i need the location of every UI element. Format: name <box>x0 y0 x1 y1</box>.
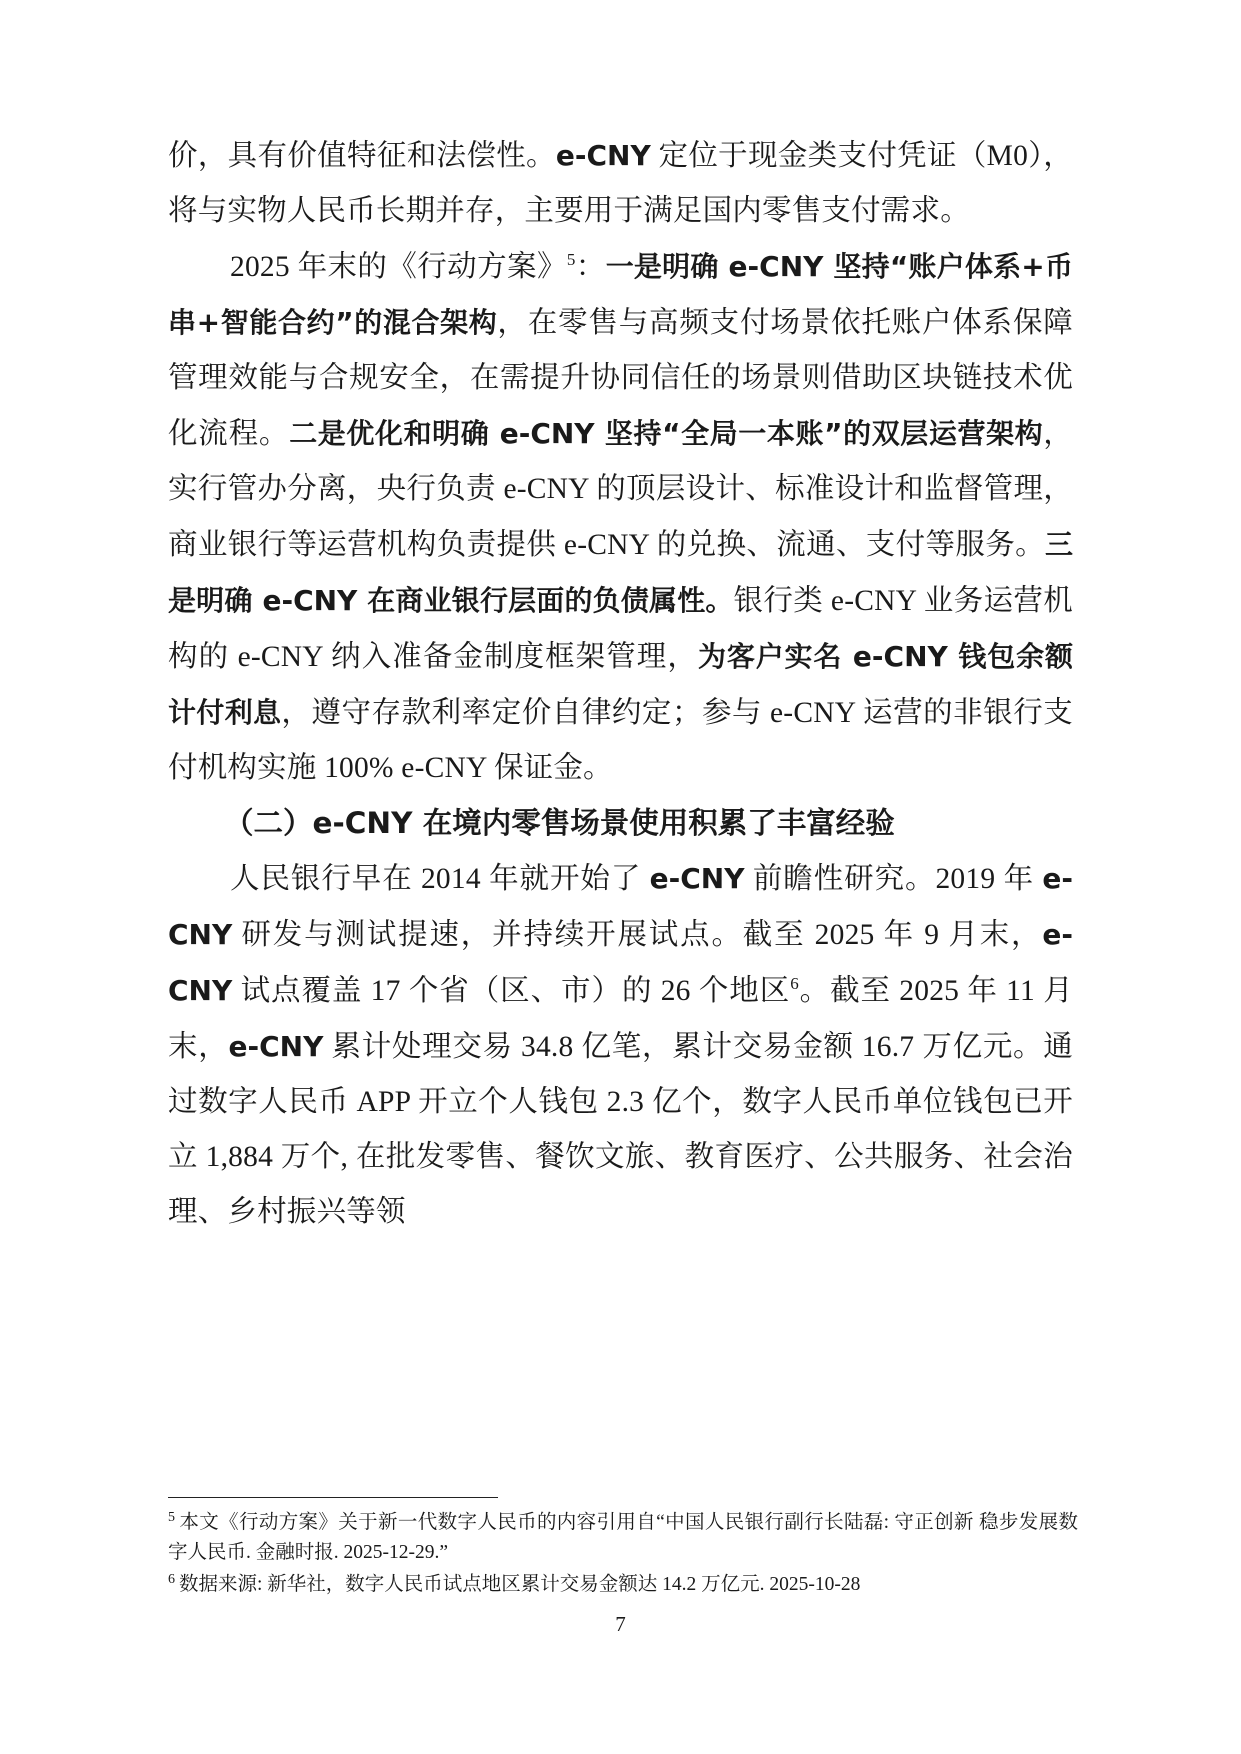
footnote-marker: 5 <box>168 1509 175 1525</box>
footnote-6 <box>168 1570 1078 1600</box>
footnote-ref: 5 <box>566 250 576 270</box>
text-run: e-CNY <box>228 1030 324 1063</box>
text-run: ： <box>575 251 606 283</box>
text-run: 价，具有价值特征和法偿性。 <box>168 140 556 172</box>
text-run: 人民银行早在 2014 年就开始了 <box>230 863 650 895</box>
paragraph-1 <box>168 128 1073 239</box>
paragraph-2 <box>168 239 1073 796</box>
text-run: 。截至 2025 年 11 月末， <box>168 975 1073 1063</box>
text-run: 前瞻性研究。2019 年 <box>744 863 1043 895</box>
text-run: 累计处理交易 34.8 亿笔，累计交易金额 16.7 万亿元。通过数字人民币 APP 开立个人钱包 2.3 亿个，数字人民币单位钱包已开立 1,884 万个, 在批发零售、餐饮文旅、教育医疗、公共服务、社会治理、乡村振兴等领 <box>168 1031 1073 1228</box>
footnote-ref: 6 <box>790 974 799 994</box>
footnote-text: 数据来源: 新华社，数字人民币试点地区累计交易金额达 14.2 万亿元. 2025-10-28 <box>179 1574 861 1595</box>
text-run: 定位于现金类支付凭证（M0），将与实物人民币长期并存，主要用于满足国内零售支付需求。 <box>168 140 1073 227</box>
text-run: e-CNY <box>649 862 745 895</box>
page-number: 7 <box>615 1612 626 1636</box>
text-run: 三是明确 e-CNY 在商业银行层面的负债属性。 <box>168 528 1073 617</box>
text-run: e-CNY <box>168 862 1073 951</box>
text-run: 研发与测试提速，并持续开展试点。截至 2025 年 9 月末， <box>232 919 1043 951</box>
text-run: ，遵守存款利率定价自律约定；参与 e-CNY 运营的非银行支付机构实施 100% e-CNY 保证金。 <box>168 697 1073 784</box>
footnote-marker: 6 <box>168 1571 175 1587</box>
section-heading: （二）e-CNY 在境内零售场景使用积累了丰富经验 <box>224 806 895 840</box>
text-run: e-CNY <box>555 139 651 172</box>
text-run: e-CNY <box>168 918 1073 1007</box>
footnote-separator <box>168 1497 498 1498</box>
text-run: 二是优化和明确 e-CNY 坚持“全局一本账”的双层运营架构 <box>289 417 1044 450</box>
footnote-5 <box>168 1508 1078 1568</box>
text-run: 银行类 e-CNY 业务运营机构的 e-CNY 纳入准备金制度框架管理， <box>168 585 1073 673</box>
document-body <box>168 128 1073 1240</box>
footnote-area <box>168 1508 1078 1602</box>
paragraph-3 <box>168 851 1073 1240</box>
text-run: ，在零售与高频支付场景依托账户体系保障管理效能与合规安全，在需提升协同信任的场景则借助区块链技术优化流程。 <box>168 307 1073 450</box>
footnote-text: 本文《行动方案》关于新一代数字人民币的内容引用自“中国人民银行副行长陆磊: 守正创新 稳步发展数字人民币. 金融时报. 2025-12-29.” <box>168 1512 1078 1563</box>
text-run: 一是明确 e-CNY 坚持“账户体系+币串+智能合约”的混合架构 <box>168 250 1073 339</box>
text-run: 试点覆盖 17 个省（区、市）的 26 个地区 <box>232 975 791 1007</box>
text-run: 2025 年末的《行动方案》 <box>230 251 567 283</box>
text-run: 为客户实名 e-CNY 钱包余额计付利息 <box>168 640 1073 729</box>
text-run: ，实行管办分离，央行负责 e-CNY 的顶层设计、标准设计和监督管理，商业银行等运营机构负责提供 e-CNY 的兑换、流通、支付等服务。 <box>168 418 1073 561</box>
